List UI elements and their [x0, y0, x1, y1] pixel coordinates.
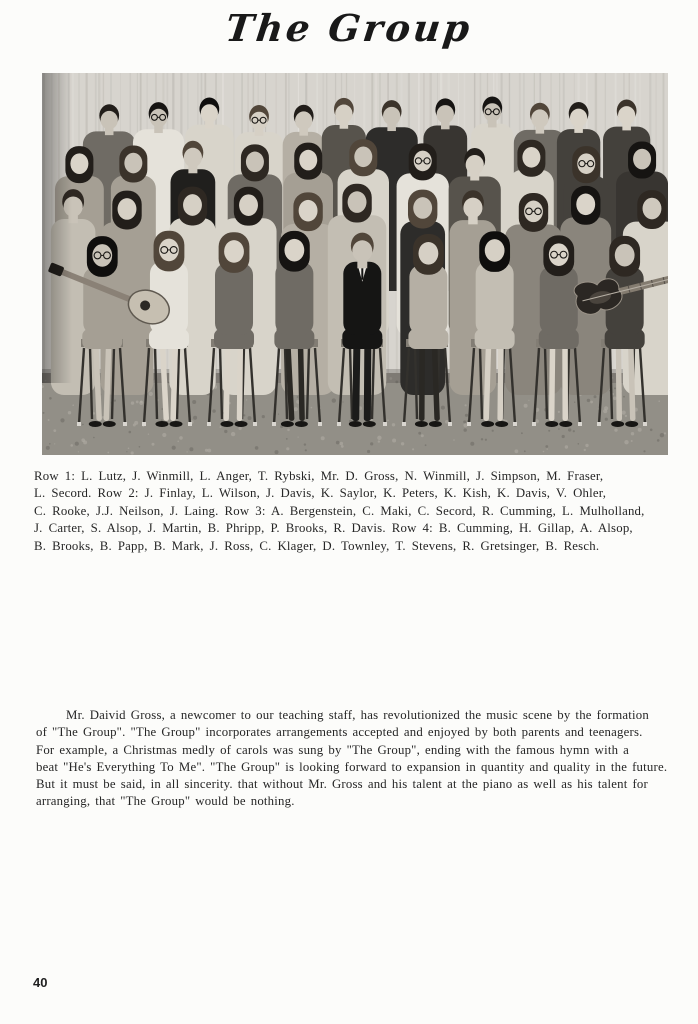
page-number: 40 — [33, 975, 48, 990]
body-paragraph — [36, 707, 666, 811]
group-photo-svg — [42, 73, 668, 455]
body-paragraph-line: But it must be said, in all sincerity. that without Mr. Gross and his talent at the piano as well as his talent for — [36, 777, 648, 792]
body-paragraph-line: arranging, that "The Group" would be nothing. — [36, 794, 295, 809]
photo-caption-line: B. Brooks, B. Papp, B. Mark, J. Ross, C. Klager, D. Townley, T. Stevens, R. Gretsinger, B. Resch. — [34, 538, 600, 553]
body-paragraph-line: For example, a Christmas medly of carols was sung by "The Group", ending with the famous hymn with a — [36, 742, 630, 757]
photo-caption-line: C. Rooke, J.J. Neilson, J. Laing. Row 3: A. Bergenstein, C. Maki, C. Secord, R. Cumming, L. Mulholland, — [34, 503, 645, 518]
body-paragraph-line: of "The Group". "The Group" incorporates arrangements accepted and enjoyed by both parents and teenagers. — [36, 725, 643, 740]
page-title: The Group — [223, 6, 475, 50]
photo-caption-line: L. Secord. Row 2: J. Finlay, L. Wilson, J. Davis, K. Saylor, K. Peters, K. Kish, K. Davis, V. Ohler, — [34, 486, 607, 501]
group-photo — [42, 73, 668, 455]
photo-caption-line: Row 1: L. Lutz, J. Winmill, L. Anger, T. Rybski, Mr. D. Gross, N. Winmill, J. Simpson, M. Fraser, — [34, 469, 604, 483]
body-paragraph-line: beat "He's Everything To Me". "The Group" is looking forward to expansion in quantity and quality in the future. — [36, 759, 668, 774]
photo-caption — [34, 468, 672, 555]
body-paragraph-line: Mr. Daivid Gross, a newcomer to our teaching staff, has revolutionized the music scene by the formation — [66, 708, 649, 722]
photo-caption-line: J. Carter, S. Alsop, J. Martin, B. Phripp, P. Brooks, R. Davis. Row 4: B. Cumming, H. Gillap, A. Alsop, — [34, 521, 633, 536]
